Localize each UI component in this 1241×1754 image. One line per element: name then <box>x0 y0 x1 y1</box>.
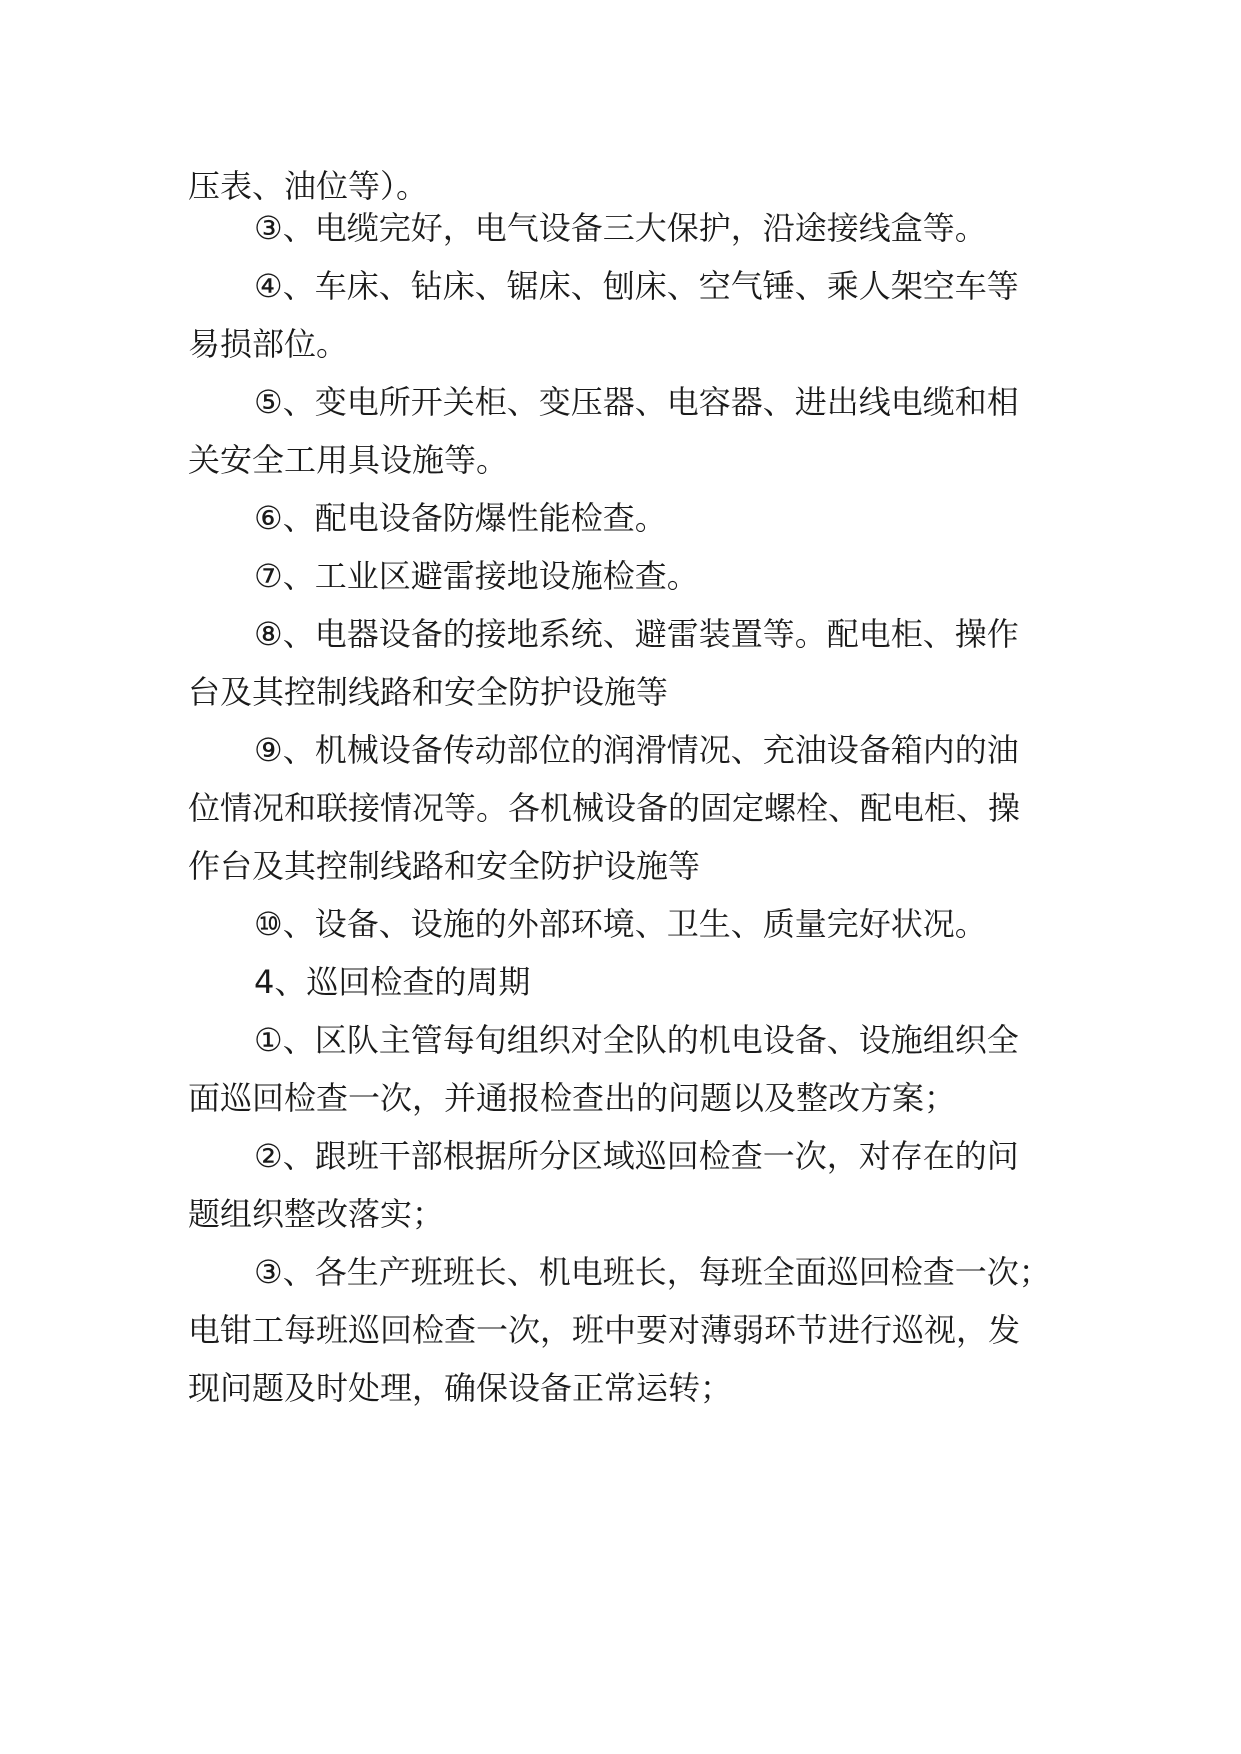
text-line: 电钳工每班巡回检查一次，班中要对薄弱环节进行巡视，发 <box>188 1311 1021 1349</box>
text-line: ⑧、电器设备的接地系统、避雷装置等。配电柜、操作 <box>254 615 1019 653</box>
text-line: ⑨、机械设备传动部位的润滑情况、充油设备箱内的油 <box>254 731 1019 769</box>
text-line: ④、车床、钻床、锯床、刨床、空气锤、乘人架空车等 <box>254 267 1019 305</box>
text-line: 台及其控制线路和安全防护设施等 <box>188 673 669 711</box>
text-line: ⑤、变电所开关柜、变压器、电容器、进出线电缆和相 <box>254 383 1019 421</box>
text-line: 位情况和联接情况等。各机械设备的固定螺栓、配电柜、操 <box>188 789 1021 827</box>
text-line: ①、区队主管每旬组织对全队的机电设备、设施组织全 <box>254 1021 1019 1059</box>
text-line: ⑩、设备、设施的外部环境、卫生、质量完好状况。 <box>254 905 987 943</box>
text-line: ⑦、工业区避雷接地设施检查。 <box>254 557 699 595</box>
text-line: ③、电缆完好，电气设备三大保护，沿途接线盒等。 <box>254 209 987 247</box>
text-line: 关安全工用具设施等。 <box>188 441 509 479</box>
text-line: 现问题及时处理，确保设备正常运转； <box>188 1369 733 1407</box>
text-line: 压表、油位等）。 <box>188 167 429 205</box>
text-line: 易损部位。 <box>188 325 349 363</box>
text-line: 面巡回检查一次，并通报检查出的问题以及整改方案； <box>188 1079 957 1117</box>
section-heading: 4、巡回检查的周期 <box>254 963 531 1001</box>
text-line: 题组织整改落实； <box>188 1195 445 1233</box>
text-line: 作台及其控制线路和安全防护设施等 <box>188 847 701 885</box>
text-line: ⑥、配电设备防爆性能检查。 <box>254 499 667 537</box>
text-line: ②、跟班干部根据所分区域巡回检查一次，对存在的问 <box>254 1137 1019 1175</box>
text-line: ③、各生产班班长、机电班长，每班全面巡回检查一次； <box>254 1253 1051 1291</box>
